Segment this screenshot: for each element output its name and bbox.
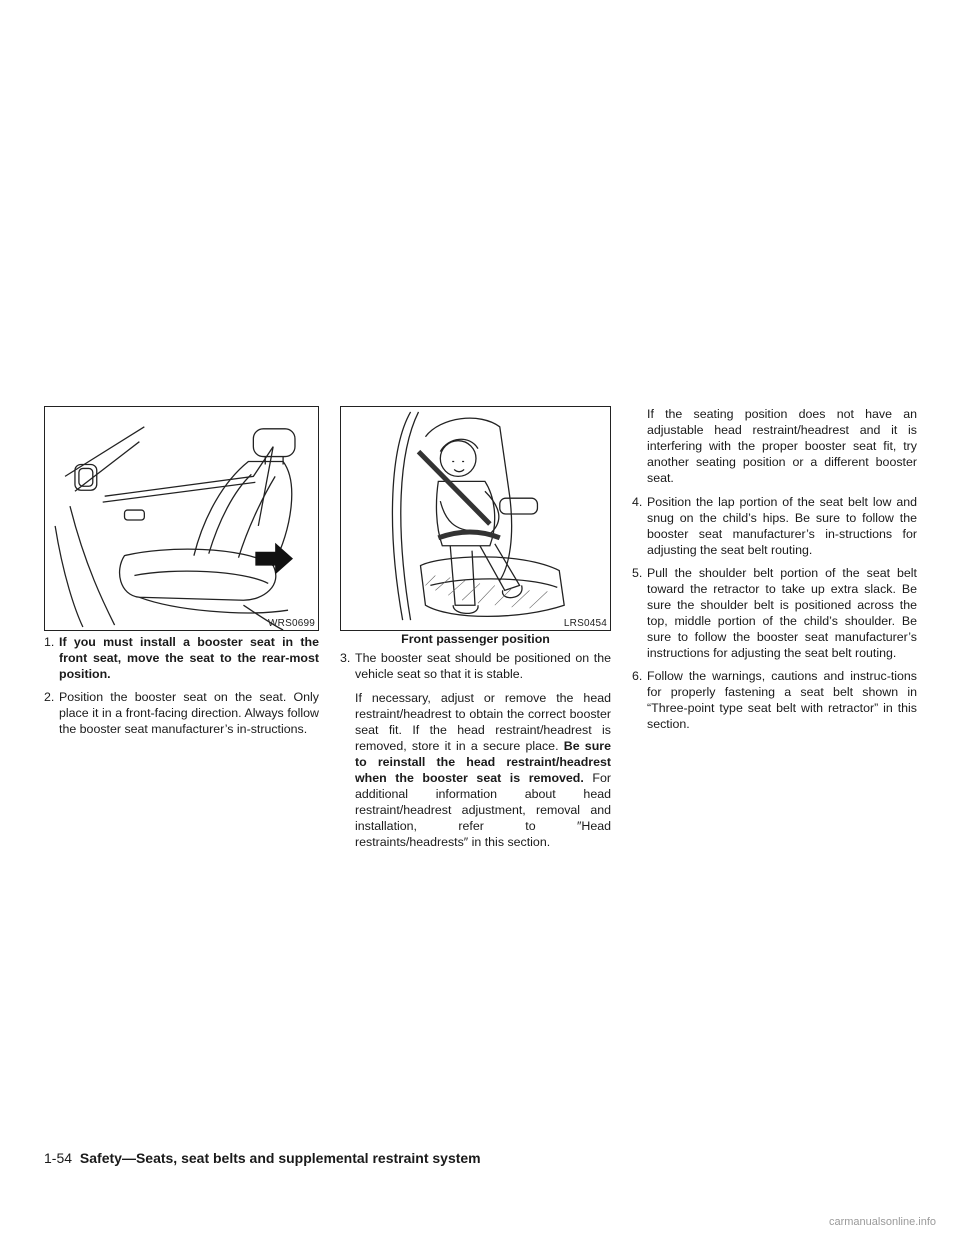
page-footer bbox=[44, 1150, 481, 1166]
column-right bbox=[632, 406, 917, 739]
item-text: Follow the warnings, cautions and instruc-tions for properly fastening a seat belt shown in “Three-point type seat belt with retractor” in this section. bbox=[647, 669, 917, 731]
page-number: 1-54 bbox=[44, 1150, 73, 1166]
paragraph: If the seating position does not have an adjustable head restraint/headrest and it is interfering with the proper booster seat fit, try another seating position or a different booster seat. bbox=[647, 407, 917, 485]
item-text: Pull the shoulder belt portion of the seat belt toward the retractor to take up extra slack. Be sure the shoulder belt is positioned across the top, middle portion of the child’s shoulder. Be sure to follow the booster seat manufacturer’s instructions for adjusting the seat belt routing. bbox=[647, 566, 917, 660]
item-number: 1. bbox=[44, 635, 55, 649]
list-item bbox=[632, 565, 917, 661]
figure-code: LRS0454 bbox=[563, 618, 607, 629]
item-text: Position the booster seat on the seat. Only place it in a front-facing direction. Always follow the booster seat manufacturer’s in-structions. bbox=[59, 690, 319, 736]
item-number: 4. bbox=[632, 495, 643, 509]
item-number: 5. bbox=[632, 566, 643, 580]
list-item bbox=[44, 689, 319, 737]
list-item bbox=[340, 650, 611, 682]
item-text: Position the lap portion of the seat belt low and snug on the child’s hips. Be sure to follow the booster seat manufacturer’s in-structions for adjusting the seat belt routing. bbox=[647, 495, 917, 557]
item-number: 2. bbox=[44, 690, 55, 704]
item-text: The booster seat should be positioned on the vehicle seat so that it is stable. bbox=[355, 651, 611, 681]
watermark: carmanualsonline.info bbox=[828, 1216, 936, 1228]
item-number: 6. bbox=[632, 669, 643, 683]
figure-code: WRS0699 bbox=[268, 618, 315, 629]
figure-booster-seat bbox=[340, 406, 611, 631]
paragraph bbox=[355, 690, 611, 850]
paragraph-text: If necessary, adjust or remove the head restraint/headrest to obtain the correct booster seat fit. If the head restraint/headrest is removed, store it in a secure place. bbox=[355, 691, 611, 753]
figure-caption: Front passenger position bbox=[401, 632, 550, 646]
paragraph-bold: Be sure to reinstall the head restraint/headrest when the booster seat is removed. bbox=[355, 739, 611, 785]
list-item bbox=[632, 668, 917, 732]
list-item bbox=[44, 634, 319, 682]
front-seat-illustration bbox=[45, 407, 318, 630]
column-left bbox=[44, 634, 319, 744]
booster-seat-illustration bbox=[341, 407, 610, 630]
list-item bbox=[632, 494, 917, 558]
column-middle bbox=[340, 650, 611, 856]
item-number: 3. bbox=[340, 651, 351, 665]
figure-front-seat bbox=[44, 406, 319, 631]
item-text: If you must install a booster seat in the front seat, move the seat to the rear-most position. bbox=[59, 635, 319, 681]
section-title: Safety—Seats, seat belts and supplemental restraint system bbox=[79, 1150, 481, 1166]
paragraph-tail: For additional information about head restraint/headrest adjustment, removal and installation, refer to ″Head restraints/headrests″ in this section. bbox=[355, 771, 611, 849]
